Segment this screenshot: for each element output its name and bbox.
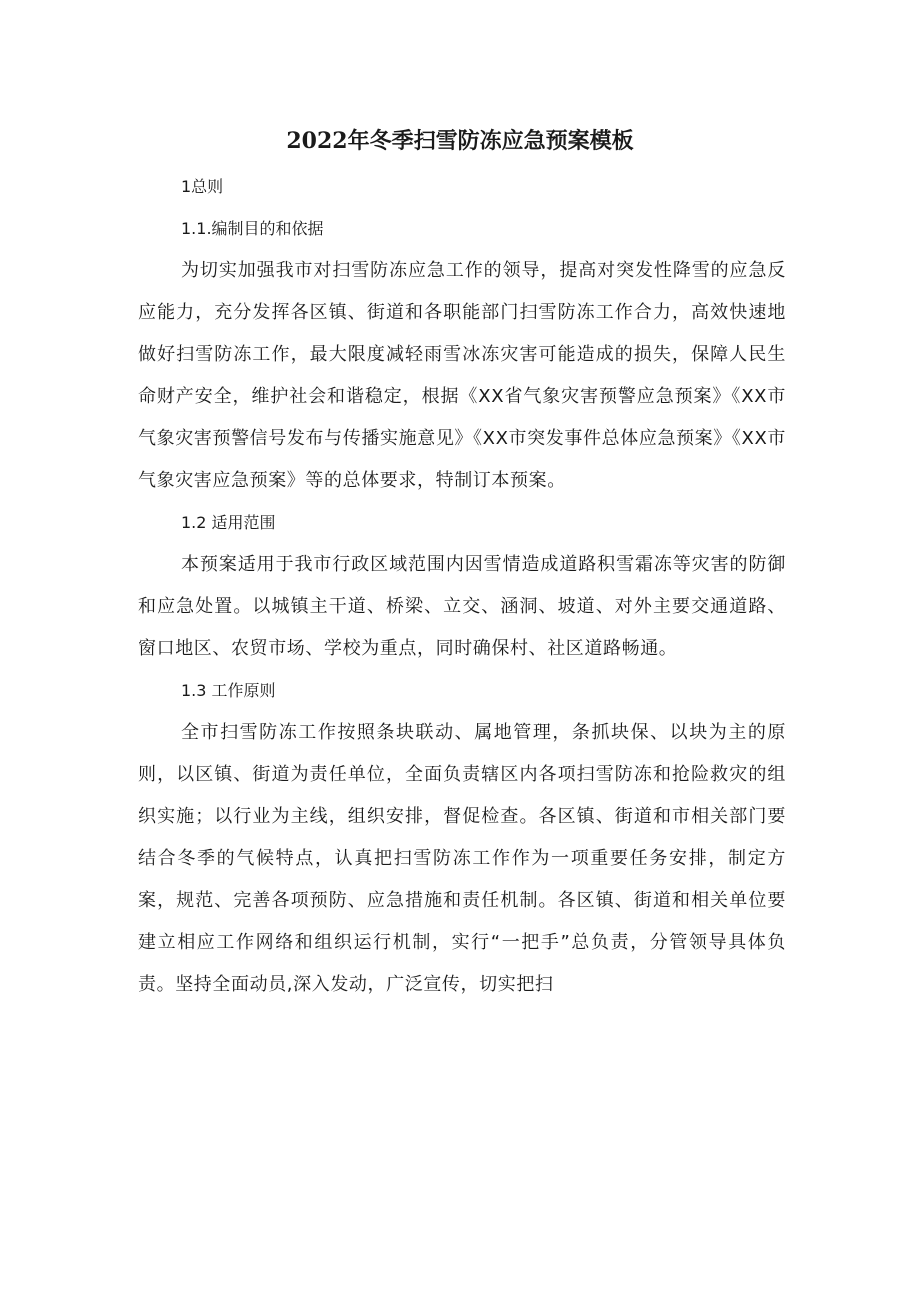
section-heading-principles: 1.3 工作原则: [181, 681, 276, 700]
section-heading-purpose: 1.1.编制目的和依据: [181, 219, 324, 238]
section-heading-scope: 1.2 适用范围: [181, 513, 276, 532]
document-body: [138, 166, 786, 1006]
paragraph-purpose: 为切实加强我市对扫雪防冻应急工作的领导，提高对突发性降雪的应急反应能力，充分发挥各区镇、街道和各职能部门扫雪防冻工作合力，高效快速地做好扫雪防冻工作，最大限度减轻雨雪冰冻灾害可能造成的损失，保障人民生命财产安全，维护社会和谐稳定，根据《XX省气象灾害预警应急预案》《XX市气象灾害预警信号发布与传播实施意见》《XX市突发事件总体应急预案》《XX市气象灾害应急预案》等的总体要求，特制订本预案。: [138, 260, 786, 491]
document-title: 2022年冬季扫雪防冻应急预案模板: [286, 128, 634, 154]
paragraph-scope: 本预案适用于我市行政区域范围内因雪情造成道路积雪霜冻等灾害的防御和应急处置。以城镇主干道、桥梁、立交、涵洞、坡道、对外主要交通道路、窗口地区、农贸市场、学校为重点，同时确保村、社区道路畅通。: [138, 554, 786, 659]
paragraph-principles: 全市扫雪防冻工作按照条块联动、属地管理，条抓块保、以块为主的原则，以区镇、街道为责任单位，全面负责辖区内各项扫雪防冻和抢险救灾的组织实施；以行业为主线，组织安排，督促检查。各区镇、街道和市相关部门要结合冬季的气候特点，认真把扫雪防冻工作作为一项重要任务安排，制定方案，规范、完善各项预防、应急措施和责任机制。各区镇、街道和相关单位要建立相应工作网络和组织运行机制，实行“一把手”总负责，分管领导具体负责。坚持全面动员,深入发动，广泛宣传，切实把扫: [138, 722, 786, 995]
section-heading-general: 1总则: [181, 177, 224, 196]
